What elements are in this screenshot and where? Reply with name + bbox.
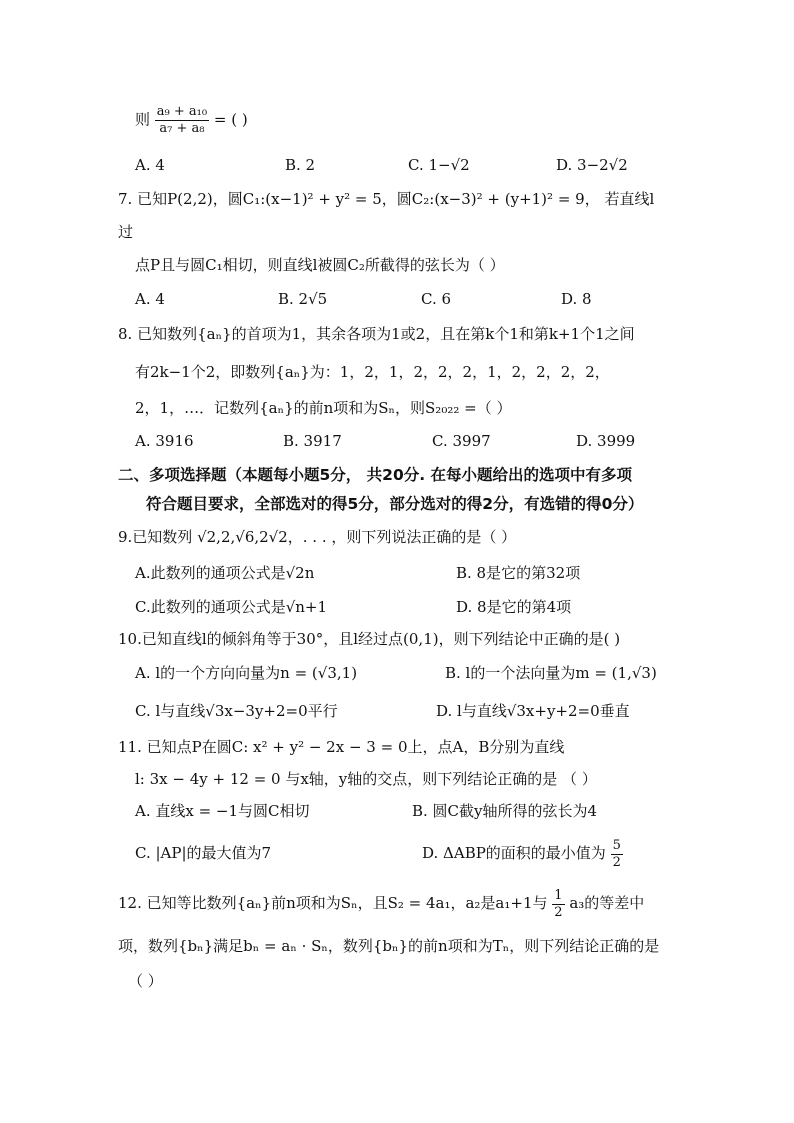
q9-option-c: C.此数列的通项公式是√n+1 [135,598,328,616]
q12-line-1-part-b: a₃的等差中 [569,894,645,912]
q11-option-d-fraction-denominator: 2 [612,854,621,870]
q8-option-d: D. 3999 [576,432,636,450]
q12-line-2: 项，数列{bₙ}满足bₙ = aₙ · Sₙ，数列{bₙ}的前n项和为Tₙ，则下列结论正确的是 [118,937,660,955]
q6-fraction [155,104,209,137]
q12-line-3: （ ） [128,972,163,990]
q11-line-1: 11. 已知点P在圆C: x² + y² − 2x − 3 = 0上，点A，B分别为直线 [118,738,565,756]
q11-option-b: B. 圆C截y轴所得的弦长为4 [412,802,598,820]
q6-option-b: B. 2 [285,156,316,174]
q11-option-d-fraction-numerator: 5 [612,837,621,853]
q8-option-a: A. 3916 [135,432,194,450]
q6-stem-suffix: = ( ) [213,110,248,129]
q12-line-1 [118,884,644,922]
q6-stem-prefix: 则 [135,110,151,129]
q10-option-b: B. l的一个法向量为m = (1,√3) [445,664,657,682]
q11-line-2: l: 3x − 4y + 12 = 0 与x轴，y轴的交点，则下列结论正确的是 （ ） [135,770,597,788]
q6-option-d: D. 3−2√2 [556,156,628,174]
q11-option-d-text: D. ΔABP的面积的最小值为 [422,844,606,862]
q12-fraction [552,888,564,921]
q12-line-1-part-a: 12. 已知等比数列{aₙ}前n项和为Sₙ，且S₂ = 4a₁，a₂是a₁+1与 [118,894,548,912]
q7-line-1: 7. 已知P(2,2)，圆C₁:(x−1)² + y² = 5，圆C₂:(x−3)² + (y+1)² = 9， 若直线l [118,190,655,208]
q9-option-a: A.此数列的通项公式是√2n [135,564,315,582]
q6-fraction-numerator: a₉ + a₁₀ [156,104,208,119]
q11-option-d-fraction [611,838,623,871]
q12-fraction-denominator: 2 [554,904,563,920]
q7-option-b: B. 2√5 [278,290,328,308]
q6-option-c: C. 1−√2 [408,156,470,174]
q10-option-a: A. l的一个方向向量为n = (√3,1) [135,664,358,682]
q7-option-a: A. 4 [135,290,165,308]
q8-line-1: 8. 已知数列{aₙ}的首项为1，其余各项为1或2，且在第k个1和第k+1个1之间 [118,325,635,343]
q10-stem: 10.已知直线l的倾斜角等于30°，且l经过点(0,1)，则下列结论中正确的是( ) [118,630,621,648]
q6-stem [135,104,248,137]
q11-option-a: A. 直线x = −1与圆C相切 [135,802,310,820]
q8-option-c: C. 3997 [432,432,491,450]
q8-line-2: 有2k−1个2，即数列{aₙ}为：1，2，1，2，2，2，1，2，2，2，2， [135,363,610,381]
section-2-heading-line-2: 符合题目要求，全部选对的得5分，部分选对的得2分，有选错的得0分） [146,495,644,513]
q6-option-a: A. 4 [135,156,165,174]
q10-option-d: D. l与直线√3x+y+2=0垂直 [436,702,630,720]
q7-option-d: D. 8 [561,290,592,308]
q11-option-c: C. |AP|的最大值为7 [135,844,272,862]
q7-line-3: 点P且与圆C₁相切，则直线l被圆C₂所截得的弦长为（ ） [135,256,505,274]
section-2-heading-line-1: 二、多项选择题（本题每小题5分， 共20分. 在每小题给出的选项中有多项 [118,466,633,484]
q12-fraction-numerator: 1 [554,887,563,903]
q9-stem: 9.已知数列 √2,2,√6,2√2，. . . ，则下列说法正确的是（ ） [118,528,517,546]
q6-fraction-denominator: a₇ + a₈ [159,121,205,136]
q7-option-c: C. 6 [421,290,452,308]
q8-option-b: B. 3917 [283,432,342,450]
q8-line-3: 2，1，…．记数列{aₙ}的前n项和为Sₙ，则S₂₀₂₂ =（ ） [135,399,512,417]
q9-option-d: D. 8是它的第4项 [456,598,572,616]
q10-option-c: C. l与直线√3x−3y+2=0平行 [135,702,338,720]
q11-option-d [422,834,623,872]
q9-option-b: B. 8是它的第32项 [456,564,581,582]
q7-line-2: 过 [118,223,134,241]
